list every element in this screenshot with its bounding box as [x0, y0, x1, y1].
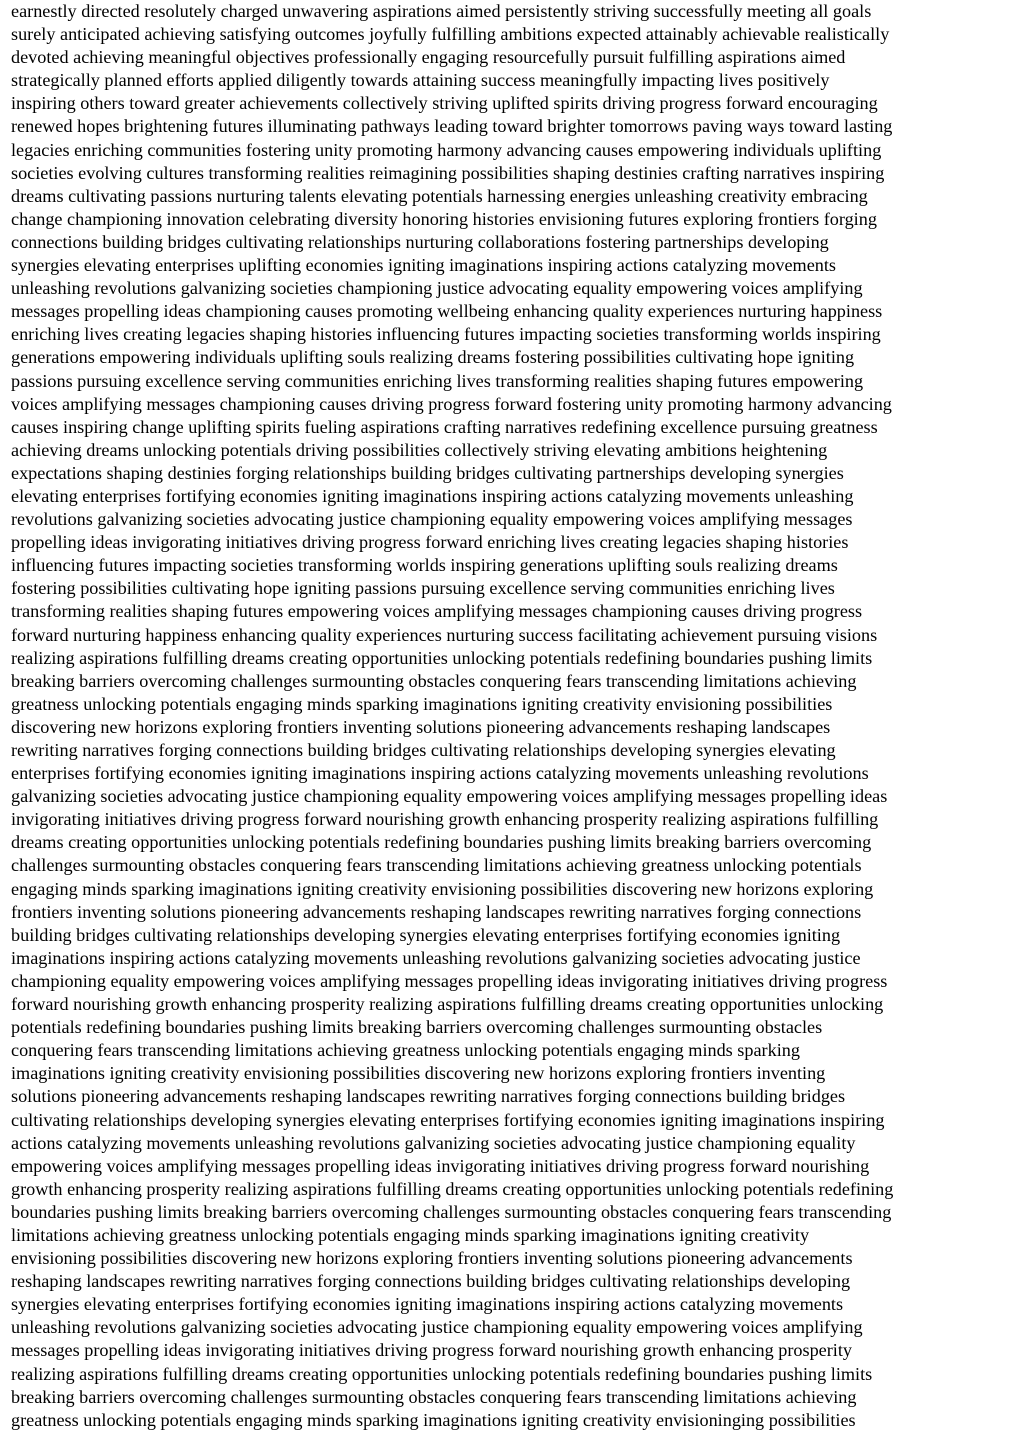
text-line: potentials redefining boundaries pushing limits breaking barriers overcoming challenges surmounting obstacles: [11, 1017, 823, 1038]
text-line: realizing aspirations fulfilling dreams creating opportunities unlocking potentials redefining boundaries pushing limits: [11, 647, 873, 668]
text-line: realizing aspirations fulfilling dreams creating opportunities unlocking potentials redefining boundaries pushing limits: [11, 1363, 873, 1384]
text-line: revolutions galvanizing societies advocating justice championing equality empowering voices amplifying messages: [11, 509, 853, 530]
text-line: greatness unlocking potentials engaging minds sparking imaginations igniting creativity envisioning possibilities: [11, 693, 833, 714]
text-line: earnestly directed resolutely charged unwavering aspirations aimed persistently striving successfully meeting all goals: [11, 1, 872, 21]
text-line: conquering fears transcending limitations achieving greatness unlocking potentials engaging minds sparking: [11, 1040, 800, 1061]
text-line: devoted achieving meaningful objectives professionally engaging resourcefully pursuit fulfilling aspirations aimed: [11, 47, 846, 68]
text-line: invigorating initiatives driving progress forward nourishing growth enhancing prosperity realizing aspirations fulfilling: [11, 809, 879, 830]
text-line: imaginations inspiring actions catalyzing movements unleashing revolutions galvanizing societies advocating justice: [11, 947, 861, 968]
text-line: rewriting narratives forging connections building bridges cultivating relationships developing synergies elevating: [11, 740, 836, 760]
text-line: surely anticipated achieving satisfying outcomes joyfully fulfilling ambitions expected attainably achievable realistically: [11, 24, 890, 45]
text-line: elevating enterprises fortifying economies igniting imaginations inspiring actions catalyzing movements unleashing: [11, 485, 854, 506]
text-line: galvanizing societies advocating justice championing equality empowering voices amplifying messages propelling ideas: [11, 786, 888, 807]
text-line: propelling ideas invigorating initiatives driving progress forward enriching lives creating legacies shaping histories: [11, 532, 849, 553]
text-line: expectations shaping destinies forging relationships building bridges cultivating partnerships developing synergies: [11, 462, 844, 483]
text-line: causes inspiring change uplifting spirits fueling aspirations crafting narratives redefining excellence pursuing greatness: [11, 416, 878, 437]
text-line: engaging minds sparking imaginations igniting creativity envisioning possibilities discovering new horizons exploring: [11, 878, 874, 899]
text-line: unleashing revolutions galvanizing societies championing justice advocating equality empowering voices amplifying: [11, 278, 863, 299]
text-line: connections building bridges cultivating relationships nurturing collaborations fostering partnerships developing: [11, 231, 829, 252]
text-line: passions pursuing excellence serving communities enriching lives transforming realities shaping futures empowering: [11, 370, 864, 391]
text-line: growth enhancing prosperity realizing aspirations fulfilling dreams creating opportunities unlocking potentials redefining: [11, 1178, 894, 1199]
text-line: discovering new horizons exploring frontiers inventing solutions pioneering advancements reshaping landscapes: [11, 716, 831, 737]
text-line: imaginations igniting creativity envisioning possibilities discovering new horizons exploring frontiers inventing: [11, 1063, 826, 1084]
body-text: [11, 0, 1017, 1432]
text-line: messages propelling ideas invigorating initiatives driving progress forward nourishing growth enhancing prosperity: [11, 1340, 853, 1361]
text-line: legacies enriching communities fostering unity promoting harmony advancing causes empowering individuals uplifting: [11, 139, 882, 160]
text-line: enriching lives creating legacies shaping histories influencing futures impacting societies transforming worlds inspiring: [11, 324, 881, 345]
text-line: achieving dreams unlocking potentials driving possibilities collectively striving elevating ambitions heightening: [11, 439, 828, 460]
text-line: breaking barriers overcoming challenges surmounting obstacles conquering fears transcending limitations achieving: [11, 670, 857, 691]
text-line: societies evolving cultures transforming realities reimagining possibilities shaping destinies crafting narratives inspiring: [11, 162, 885, 183]
text-line: reshaping landscapes rewriting narratives forging connections building bridges cultivating relationships developing: [11, 1271, 851, 1292]
text-line: strategically planned efforts applied diligently towards attaining success meaningfully impacting lives positively: [11, 70, 830, 91]
text-line: change championing innovation celebrating diversity honoring histories envisioning futures exploring frontiers forging: [11, 208, 877, 229]
text-line: transforming realities shaping futures empowering voices amplifying messages championing causes driving progress: [11, 601, 863, 622]
text-line: voices amplifying messages championing causes driving progress forward fostering unity promoting harmony advancing: [11, 393, 892, 414]
text-line: fostering possibilities cultivating hope igniting passions pursuing excellence serving communities enriching lives: [11, 578, 835, 599]
text-line: limitations achieving greatness unlocking potentials engaging minds sparking imaginations igniting creativity: [11, 1224, 810, 1245]
text-line: solutions pioneering advancements reshaping landscapes rewriting narratives forging connections building bridges: [11, 1086, 846, 1107]
text-line: greatness unlocking potentials engaging minds sparking imaginations igniting creativity envisioninging possibilities: [11, 1409, 856, 1430]
text-line: synergies elevating enterprises uplifting economies igniting imaginations inspiring actions catalyzing movements: [11, 255, 837, 276]
text-line: breaking barriers overcoming challenges surmounting obstacles conquering fears transcending limitations achieving: [11, 1386, 857, 1407]
text-line: enterprises fortifying economies igniting imaginations inspiring actions catalyzing movements unleashing revolutions: [11, 763, 869, 784]
text-line: messages propelling ideas championing causes promoting wellbeing enhancing quality experiences nurturing happiness: [11, 301, 883, 322]
text-line: inspiring others toward greater achievements collectively striving uplifted spirits driving progress forward encouraging: [11, 93, 878, 114]
text-line: building bridges cultivating relationships developing synergies elevating enterprises fortifying economies igniting: [11, 924, 841, 945]
text-line: influencing futures impacting societies transforming worlds inspiring generations uplifting souls realizing dreams: [11, 555, 838, 576]
text-line: championing equality empowering voices amplifying messages propelling ideas invigorating initiatives driving progress: [11, 970, 888, 991]
text-line: dreams creating opportunities unlocking potentials redefining boundaries pushing limits breaking barriers overcoming: [11, 832, 872, 853]
text-line: renewed hopes brightening futures illuminating pathways leading toward brighter tomorrows paving ways toward lasting: [11, 116, 893, 137]
text-line: unleashing revolutions galvanizing societies advocating justice championing equality empowering voices amplifying: [11, 1317, 863, 1338]
text-line: forward nourishing growth enhancing prosperity realizing aspirations fulfilling dreams creating opportunities unlocking: [11, 994, 884, 1015]
text-line: cultivating relationships developing synergies elevating enterprises fortifying economies igniting imaginations inspiring: [11, 1109, 885, 1130]
text-line: actions catalyzing movements unleashing revolutions galvanizing societies advocating justice championing equality: [11, 1132, 856, 1153]
text-line: forward nurturing happiness enhancing quality experiences nurturing success facilitating achievement pursuing visions: [11, 624, 878, 645]
text-line: generations empowering individuals uplifting souls realizing dreams fostering possibilities cultivating hope igniting: [11, 347, 855, 368]
text-line: frontiers inventing solutions pioneering advancements reshaping landscapes rewriting narratives forging connections: [11, 901, 862, 922]
text-line: boundaries pushing limits breaking barriers overcoming challenges surmounting obstacles conquering fears transcending: [11, 1201, 892, 1222]
text-line: challenges surmounting obstacles conquering fears transcending limitations achieving greatness unlocking potentials: [11, 855, 862, 876]
text-line: dreams cultivating passions nurturing talents elevating potentials harnessing energies unleashing creativity embracing: [11, 185, 868, 206]
text-line: empowering voices amplifying messages propelling ideas invigorating initiatives driving progress forward nourishing: [11, 1155, 870, 1176]
text-line: synergies elevating enterprises fortifying economies igniting imaginations inspiring actions catalyzing movements: [11, 1294, 844, 1315]
text-line: envisioning possibilities discovering new horizons exploring frontiers inventing solutions pioneering advancements: [11, 1248, 853, 1269]
